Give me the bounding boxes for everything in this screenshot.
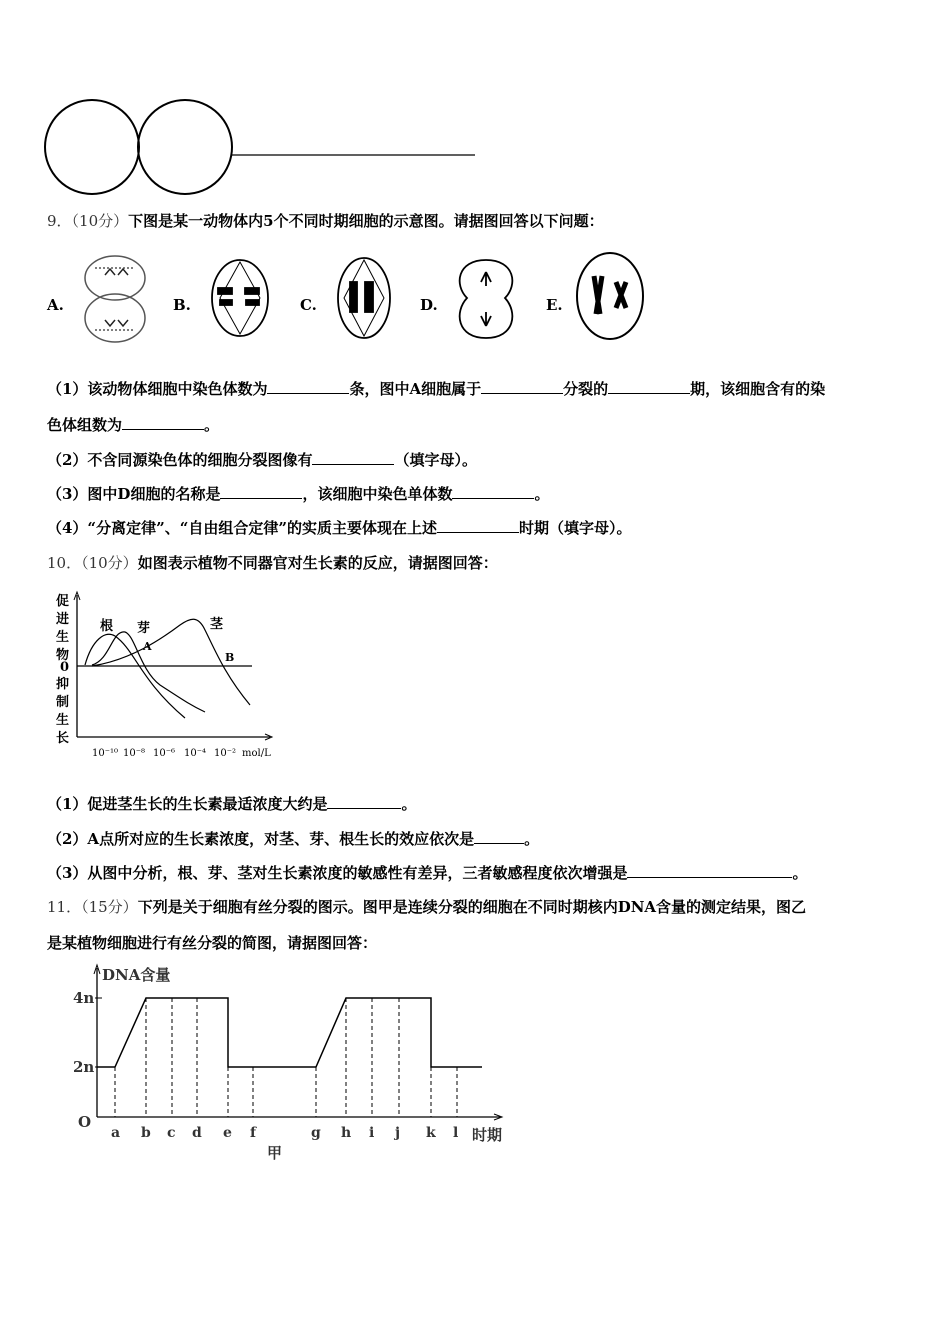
svg-text:l: l xyxy=(453,1125,459,1141)
label-bud: 芽 xyxy=(137,621,151,636)
q9-sub1: （1）该动物体细胞中染色体数为 条，图中A细胞属于 分裂的 期，该细胞含有的染 xyxy=(47,380,826,398)
svg-text:4n: 4n xyxy=(73,989,95,1007)
q9-sub2: （2）不含同源染色体的细胞分裂图像有 （填字母）。 xyxy=(47,451,477,469)
svg-text:10⁻⁶: 10⁻⁶ xyxy=(153,748,176,759)
svg-text:g: g xyxy=(311,1125,321,1141)
svg-text:10⁻¹⁰: 10⁻¹⁰ xyxy=(92,748,119,759)
cell-label-d: D. xyxy=(420,296,438,314)
svg-text:10⁻⁸: 10⁻⁸ xyxy=(123,748,146,759)
svg-text:10⁻²: 10⁻² xyxy=(214,748,237,759)
circle-left xyxy=(45,100,139,194)
label-root: 根 xyxy=(100,619,114,634)
svg-text:i: i xyxy=(369,1125,375,1141)
chart-caption: 甲 xyxy=(267,1144,283,1162)
cell-label-e: E. xyxy=(546,296,563,314)
cell-a xyxy=(85,256,145,342)
svg-text:制: 制 xyxy=(56,695,70,710)
point-b: B xyxy=(225,651,235,664)
svg-text:抑: 抑 xyxy=(56,677,70,692)
cell-b xyxy=(212,260,268,336)
svg-text:f: f xyxy=(250,1125,257,1141)
point-a: A xyxy=(143,640,152,653)
svg-text:c: c xyxy=(167,1125,176,1141)
q10-sub2: （2）A点所对应的生长素浓度，对茎、芽、根生长的效应依次是 。 xyxy=(47,830,540,848)
label-stem: 茎 xyxy=(210,617,224,632)
auxin-chart xyxy=(40,580,300,770)
svg-text:d: d xyxy=(192,1125,202,1141)
dna-line xyxy=(97,998,482,1067)
circle-right xyxy=(138,100,232,194)
q9-sub3: （3）图中D细胞的名称是 ，该细胞中染色单体数 。 xyxy=(47,485,550,503)
q10-stem: 10．（10分）如图表示植物不同器官对生长素的反应，请据图回答： xyxy=(47,554,498,572)
dna-chart xyxy=(40,960,530,1170)
y-axis-label: DNA含量 xyxy=(102,966,171,984)
cell-label-c: C. xyxy=(300,296,317,314)
q9-sub1-cont: 色体组数为 。 xyxy=(47,416,220,434)
cell-c xyxy=(338,258,390,338)
q9-cells-figure xyxy=(0,250,700,350)
svg-text:生: 生 xyxy=(56,630,70,645)
svg-text:O: O xyxy=(78,1113,92,1131)
svg-text:长: 长 xyxy=(56,731,70,746)
svg-text:j: j xyxy=(395,1125,401,1141)
q10-sub1: （1）促进茎生长的生长素最适浓度大约是 。 xyxy=(47,795,417,813)
x-axis-label: 时期 xyxy=(472,1126,503,1144)
svg-text:a: a xyxy=(111,1125,121,1141)
svg-text:0: 0 xyxy=(60,660,70,675)
q10-sub3: （3）从图中分析，根、芽、茎对生长素浓度的敏感性有差异，三者敏感程度依次增强是 。 xyxy=(47,864,808,882)
svg-text:10⁻⁴: 10⁻⁴ xyxy=(184,748,207,759)
cell-label-b: B. xyxy=(173,296,191,314)
svg-text:k: k xyxy=(426,1125,436,1141)
q11-stem-line1: 11．（15分）下列是关于细胞有丝分裂的图示。图甲是连续分裂的细胞在不同时期核内DNA含量的测定结果，图乙 xyxy=(47,898,807,916)
svg-text:h: h xyxy=(341,1125,352,1141)
svg-text:生: 生 xyxy=(56,713,70,728)
q9-sub4: （4）“分离定律”、“自由组合定律”的实质主要体现在上述 时期（填字母）。 xyxy=(47,519,632,537)
cell-label-a: A. xyxy=(47,296,64,314)
q9-stem: 9．（10分）下图是某一动物体内5个不同时期细胞的示意图。请据图回答以下问题： xyxy=(47,212,604,230)
svg-text:e: e xyxy=(223,1125,232,1141)
svg-text:2n: 2n xyxy=(73,1058,95,1076)
cell-e xyxy=(577,253,643,339)
svg-text:b: b xyxy=(141,1125,151,1141)
q11-stem-line2: 是某植物细胞进行有丝分裂的简图，请据图回答： xyxy=(47,934,378,952)
circles-figure xyxy=(0,0,500,200)
cell-d xyxy=(460,260,513,338)
svg-text:物: 物 xyxy=(56,648,70,663)
svg-text:促: 促 xyxy=(56,594,70,609)
svg-text:进: 进 xyxy=(56,612,70,627)
svg-text:mol/L: mol/L xyxy=(242,748,271,759)
